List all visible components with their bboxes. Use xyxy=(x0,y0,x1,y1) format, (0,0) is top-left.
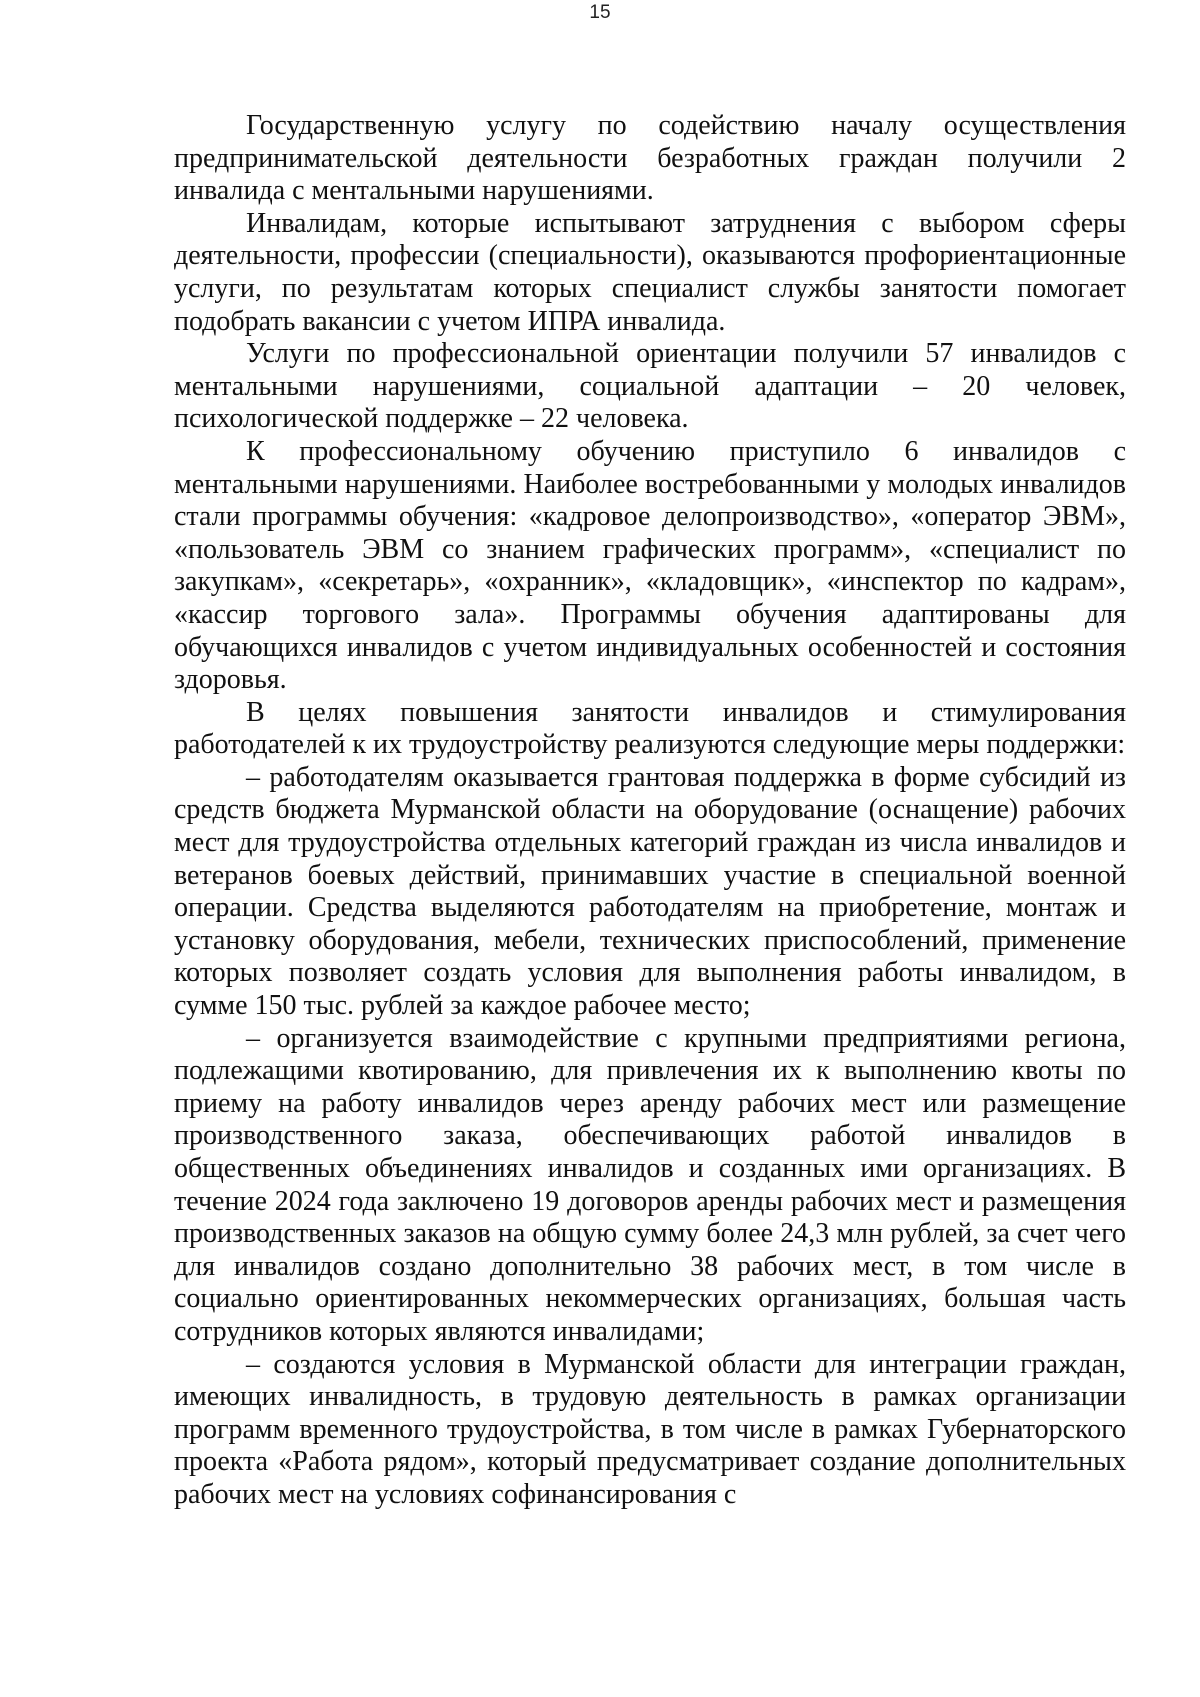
paragraph: Услуги по профессиональной ориентации получили 57 инвалидов с ментальными нарушениями, социальной адаптации – 20 человек, психологической поддержке – 22 человека. xyxy=(174,338,1126,435)
paragraph: К профессиональному обучению приступило 6 инвалидов с ментальными нарушениями. Наиболее востребованными у молодых инвалидов стали программы обучения: «кадровое делопроизводство», «оператор ЭВМ», «пользователь ЭВМ со знанием графических программ», «специалист по закупкам», «секретарь», «охранник», «кладовщик», «инспектор по кадрам», «кассир торгового зала». Программы обучения адаптированы для обучающихся инвалидов с учетом индивидуальных особенностей и состояния здоровья. xyxy=(174,435,1126,696)
list-item-paragraph: – организуется взаимодействие с крупными предприятиями региона, подлежащими квотированию, для привлечения их к выполнению квоты по приему на работу инвалидов через аренду рабочих мест или размещение производственного заказа, обеспечивающих работой инвалидов в общественных объединениях инвалидов и созданных ими организациях. В течение 2024 года заключено 19 договоров аренды рабочих мест и размещения производственных заказов на общую сумму более 24,3 млн рублей, за счет чего для инвалидов создано дополнительно 38 рабочих мест, в том числе в социально ориентированных некоммерческих организациях, большая часть сотрудников которых являются инвалидами; xyxy=(174,1022,1126,1347)
document-body xyxy=(174,110,1126,1512)
paragraph: Инвалидам, которые испытывают затруднения с выбором сферы деятельности, профессии (специальности), оказываются профориентационные услуги, по результатам которых специалист службы занятости помогает подобрать вакансии с учетом ИПРА инвалида. xyxy=(174,207,1126,337)
list-item-paragraph: – создаются условия в Мурманской области для интеграции граждан, имеющих инвалидность, в трудовую деятельность в рамках организации программ временного трудоустройства, в том числе в рамках Губернаторского проекта «Работа рядом», который предусматривает создание дополнительных рабочих мест на условиях софинансирования с xyxy=(174,1348,1126,1510)
paragraph: Государственную услугу по содействию началу осуществления предпринимательской деятельности безработных граждан получили 2 инвалида с ментальными нарушениями. xyxy=(174,110,1126,207)
page-number: 15 xyxy=(589,2,611,23)
list-item-paragraph: – работодателям оказывается грантовая поддержка в форме субсидий из средств бюджета Мурманской области на оборудование (оснащение) рабочих мест для трудоустройства отдельных категорий граждан из числа инвалидов и ветеранов боевых действий, принимавших участие в специальной военной операции. Средства выделяются работодателям на приобретение, монтаж и установку оборудования, мебели, технических приспособлений, применение которых позволяет создать условия для выполнения работы инвалидом, в сумме 150 тыс. рублей за каждое рабочее место; xyxy=(174,761,1126,1022)
paragraph: В целях повышения занятости инвалидов и стимулирования работодателей к их трудоустройству реализуются следующие меры поддержки: xyxy=(174,696,1126,761)
